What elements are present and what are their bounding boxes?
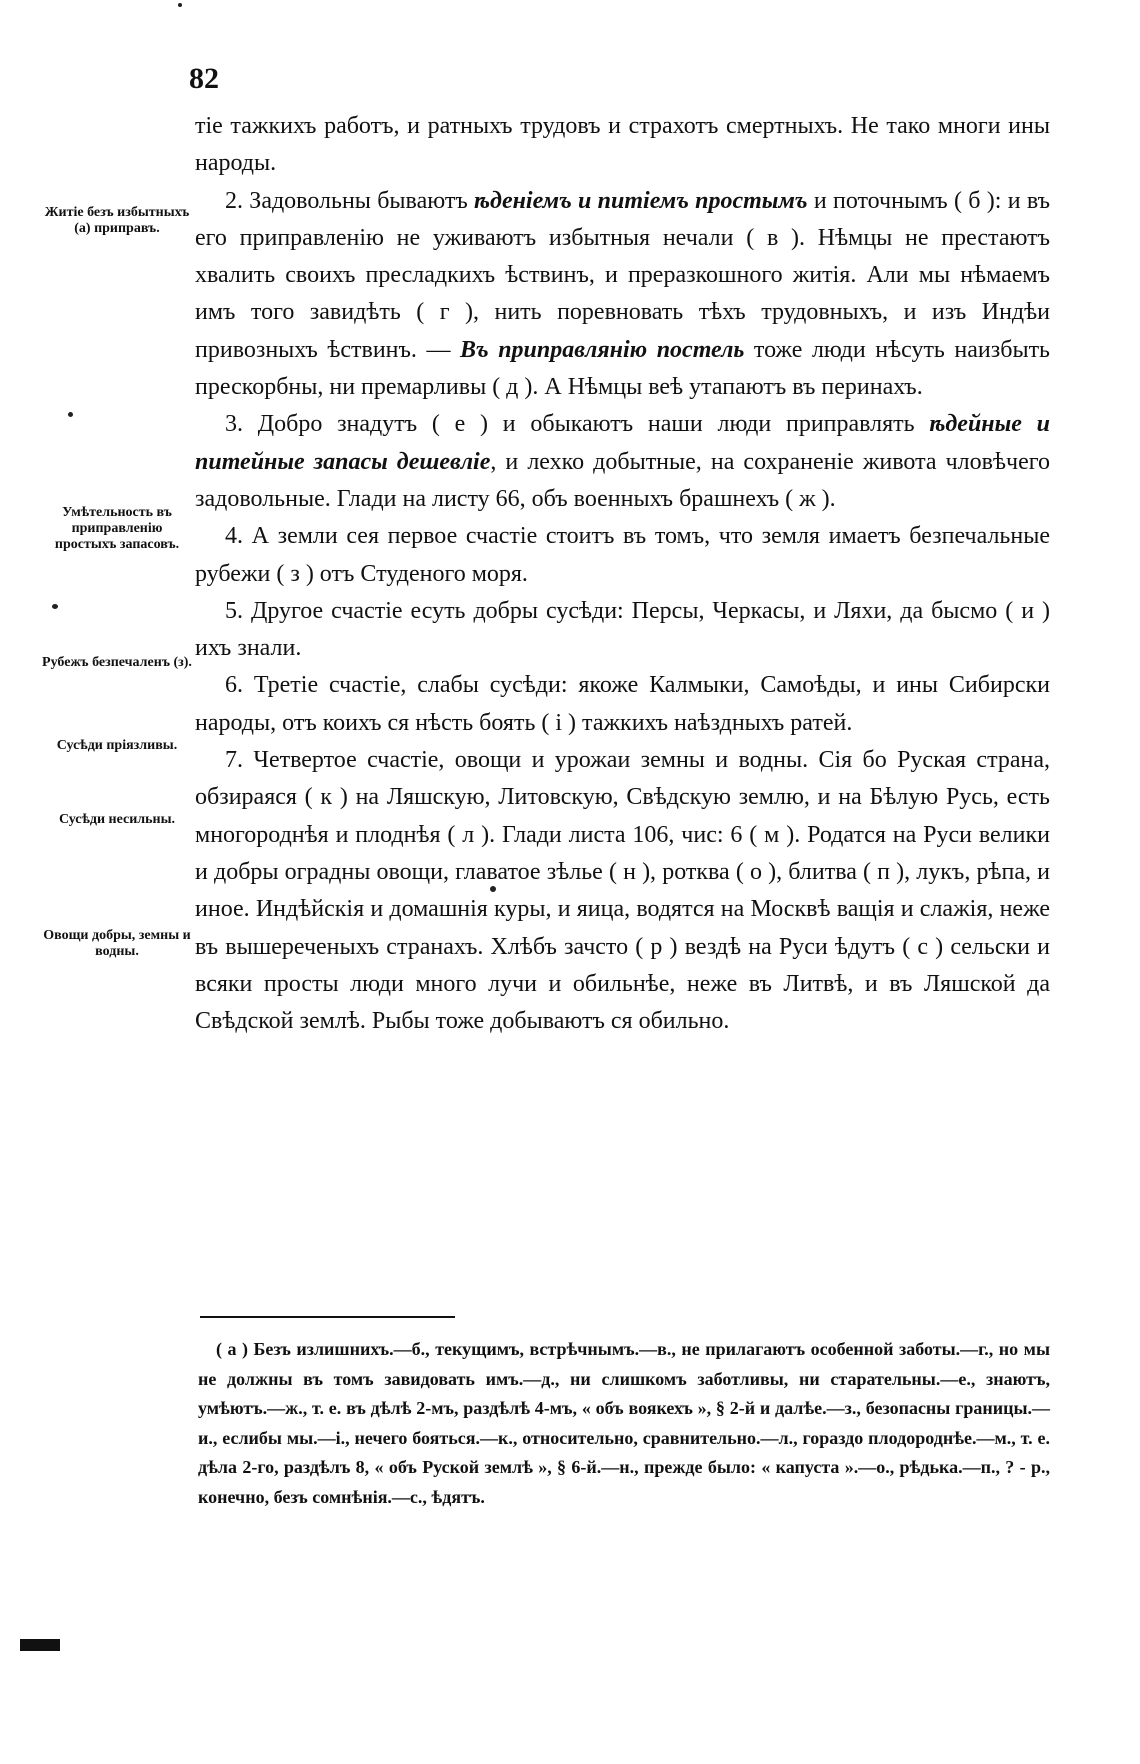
paragraph-4: 4. А земли сея первое счастіе стоитъ въ томъ, что земля имаетъ безпечальные рубежи ( з ) отъ Студеного моря.	[195, 523, 1050, 587]
footnote-rule	[200, 1316, 455, 1318]
footnotes	[198, 1335, 1050, 1512]
margin-note-5: Сусѣди несильны.	[58, 812, 176, 827]
footnote-text: ( а ) Безъ излишнихъ.—б., текущимъ, встрѣчнымъ.—в., не прилагаютъ особенной заботы.—г., но мы не должны въ томъ завидовать имъ.—д., ни слишкомъ заботливы, ни старательны.—е., знаютъ, умѣютъ.—ж., т. е. въ дѣлѣ 2-мъ, раздѣлѣ 4-мъ, « объ воякехъ », § 2-й и далѣе.—з., безопасны границы.—и., еслибы мы.—і., нечего бояться.—к., относительно, сравнительно.—л., гораздо плодороднѣе.—м., т. е. дѣла 2-го, раздѣлъ 8, « объ Руской землѣ », § 6-й.—н., прежде было: « капуста ».—о., рѣдька.—п., ? - р., конечно, безъ сомнѣнія.—с., ѣдятъ.	[198, 1339, 1050, 1507]
ink-speck	[52, 604, 58, 609]
paragraph-3: 3. Добро знадутъ ( е ) и обыкаютъ наши люди приправлять ѣдейные и питейные запасы дешевліе, и лехко добытные, на сохраненіе живота чловѣчего задовольные. Глади на листу 66, объ военныхъ брашнехъ ( ж ).	[195, 411, 1051, 512]
italic-phrase: ѣдейные и питейные запасы дешевліе	[195, 411, 1051, 475]
paragraph-5: 5. Другое счастіе есуть добры сусѣди: Персы, Черкасы, и Ляхи, да бысмо ( и ) ихъ знали.	[195, 597, 1050, 662]
ink-speck	[68, 412, 73, 417]
ink-speck	[490, 886, 496, 892]
paragraph-7: 7. Четвертое счастіе, овощи и урожаи земны и водны. Сія бо Руская страна, обзираяся ( к ) на Ляшскую, Литовскую, Свѣдскую землю, и на Бѣлую Русь, есть многороднѣя и плоднѣя ( л ). Глади листа 106, чис: 6 ( м ). Родатся на Руси велики и добры оградны овощи, главатое зѣлье ( н ), ротква ( о ), блитва ( п ), лукъ, рѣпа, и иное. Индѣйскія и домашнія куры, и яица, водятся на Москвѣ ващія и слажія, неже въ вышереченыхъ странахъ. Хлѣбъ зачсто ( р ) вездѣ на Руси ѣдутъ ( с ) сельски и всяки просты люди много лучи и обильнѣе, неже въ Литвѣ, и въ Ляшской да Свѣдской землѣ. Рыбы тоже добываютъ ся обильно.	[195, 747, 1050, 1035]
margin-note-6: Овощи добры, земны и водны.	[43, 928, 191, 959]
ink-blot	[20, 1639, 60, 1651]
margin-note-2: Умѣтельность въ приправленію простыхъ запасовъ.	[54, 505, 180, 552]
italic-phrase: Въ приправлянію постель	[460, 336, 745, 363]
margin-note-4: Сусѣди пріязливы.	[56, 738, 178, 753]
paragraph-1: тіе тажкихъ работъ, и ратныхъ трудовъ и страхотъ смертныхъ. Не тако многи ины народы.	[195, 113, 1050, 177]
paragraph-6: 6. Третіе счастіе, слабы сусѣди: якоже Калмыки, Самоѣды, и ины Сибирски народы, отъ коихъ ся нѣсть боять ( і ) тажкихъ наѣздныхъ ратей.	[195, 672, 1050, 736]
italic-phrase: ѣденіемъ и питіемъ простымъ	[474, 187, 808, 214]
ink-speck	[178, 3, 182, 7]
margin-note-1: Житіе безъ избытныхъ (а) приправъ.	[44, 205, 190, 236]
paragraph-2: 2. Задовольны бываютъ ѣденіемъ и питіемъ простымъ и поточнымъ ( б ): и въ его приправленію не уживаютъ избытныя нечали ( в ). Нѣмцы не престаютъ хвалить своихъ пресладкихъ ѣствинъ, и преразкошного житія. Али мы нѣмаемъ имъ того завидѣть ( г ), нить поревновать тѣхъ трудовныхъ, и изъ Индѣи привозныхъ ѣствинъ. — Въ приправлянію постель тоже люди нѣсуть наизбыть прескорбны, ни премарливы ( д ). А Нѣмцы веѣ утапаютъ въ перинахъ.	[195, 187, 1051, 401]
margin-note-3: Рубежъ безпечаленъ (з).	[42, 655, 192, 670]
page-number: 82	[189, 62, 219, 95]
main-text	[195, 108, 1050, 1040]
